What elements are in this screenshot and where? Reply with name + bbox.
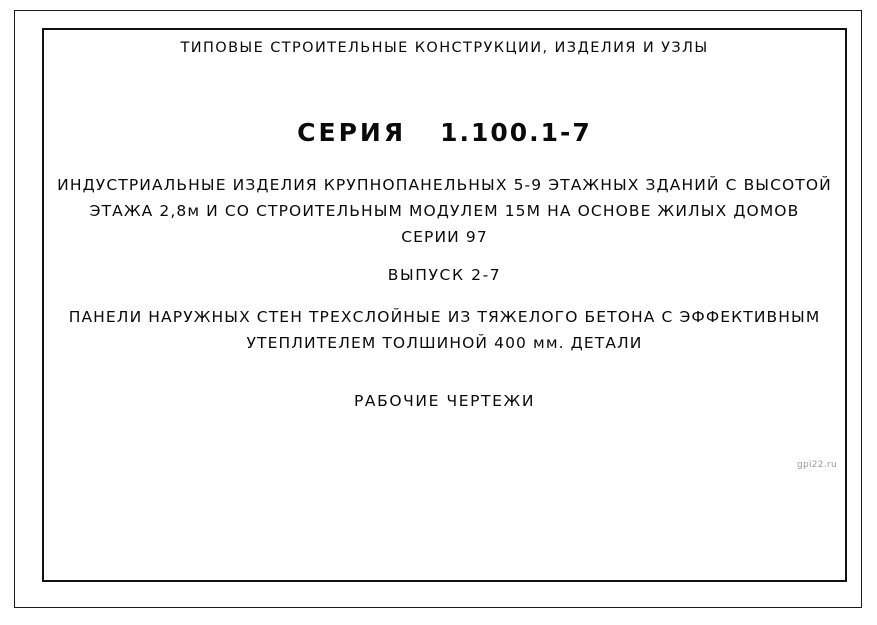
description-line-1: ИНДУСТРИАЛЬНЫЕ ИЗДЕЛИЯ КРУПНОПАНЕЛЬНЫХ 5-9 ЭТАЖНЫХ ЗДАНИЙ С ВЫСОТОЙ xyxy=(57,176,832,194)
issue-number: ВЫПУСК 2-7 xyxy=(387,266,502,284)
watermark-text: gpi22.ru xyxy=(796,460,837,470)
description-line-2: ЭТАЖА 2,8м И СО СТРОИТЕЛЬНЫМ МОДУЛЕМ 15М НА ОСНОВЕ ЖИЛЫХ ДОМОВ xyxy=(89,202,800,220)
title-block-content xyxy=(42,28,847,582)
series-heading xyxy=(42,118,847,147)
series-label: СЕРИЯ xyxy=(297,118,407,147)
drawings-label: РАБОЧИЕ ЧЕРТЕЖИ xyxy=(353,392,536,410)
document-header: ТИПОВЫЕ СТРОИТЕЛЬНЫЕ КОНСТРУКЦИИ, ИЗДЕЛИЯ И УЗЛЫ xyxy=(180,40,709,56)
description-line-3: СЕРИИ 97 xyxy=(401,228,488,246)
subject-line-2: УТЕПЛИТЕЛЕМ ТОЛШИНОЙ 400 мм. ДЕТАЛИ xyxy=(246,334,643,352)
series-number: 1.100.1-7 xyxy=(440,118,592,147)
subject-line-1: ПАНЕЛИ НАРУЖНЫХ СТЕН ТРЕХСЛОЙНЫЕ ИЗ ТЯЖЕЛОГО БЕТОНА С ЭФФЕКТИВНЫМ xyxy=(68,308,821,326)
